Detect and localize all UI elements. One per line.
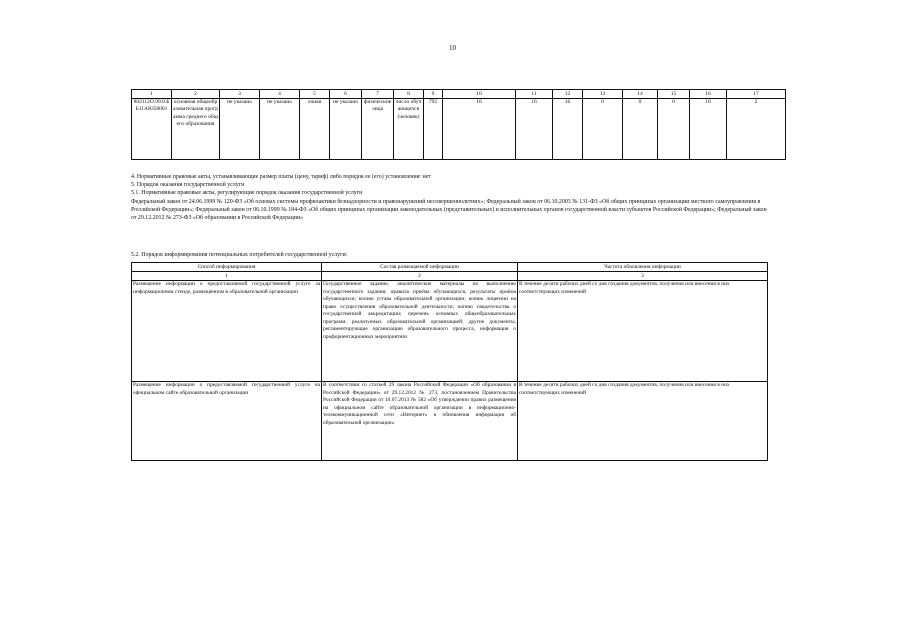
column-number: 2 [172, 90, 220, 99]
column-number: 10 [443, 90, 516, 99]
frequency-cell: В течение десяти рабочих дней со дня создания документов, получения или внесения в них соответствующих изменений [518, 382, 768, 461]
value-cell: 2 [727, 99, 786, 160]
table-row [132, 99, 786, 160]
okei-code-cell: 792 [424, 99, 443, 160]
table-row [132, 281, 768, 382]
column-number: 9 [424, 90, 443, 99]
table-row [132, 382, 768, 461]
column-number: 15 [658, 90, 690, 99]
column-number: 1 [132, 90, 172, 99]
page-number: 10 [449, 44, 456, 52]
column-number: 4 [260, 90, 300, 99]
column-number: 11 [516, 90, 553, 99]
value-cell: 16 [553, 99, 583, 160]
column-number: 6 [330, 90, 362, 99]
content-cell: В соответствии со статьей 29 закона Российской Федерации «Об образовании в Российской Федерации» от 29.12.2012 № 273, постановлением Правительства Российской Федерации от 10.07.2013 № 582 «Об утверждении правил размещения на официальном сайте образовательной организации в информационно-телекоммуникационной сети «Интернет» и обновления информации об образовательной организации» [322, 382, 518, 461]
indicator-name-cell: число обучающихся (человек) [394, 99, 424, 160]
program-cell: основная общеобразовательная программа среднего общего образования [172, 99, 220, 160]
method-cell: Размещение информации о предоставляемой государственной услуге за информационном стенде, размещенном в образовательной организации [132, 281, 322, 382]
column-number: 13 [583, 90, 623, 99]
column-number: 8 [394, 90, 424, 99]
column-number: 12 [553, 90, 583, 99]
table-cell: очная [300, 99, 330, 160]
value-cell: 0 [623, 99, 658, 160]
table-header-row [132, 263, 768, 272]
table-cell: не указано [220, 99, 260, 160]
column-number: 7 [362, 90, 394, 99]
column-number: 17 [727, 90, 786, 99]
column-header: Частота обновления информации [518, 263, 768, 272]
value-cell: 10 [690, 99, 727, 160]
column-header: Состав размещаемой информации [322, 263, 518, 272]
frequency-cell: В течение десяти рабочих дней со дня создания документов, получения или внесения в них соответствующих изменений [518, 281, 768, 382]
column-number: 1 [132, 272, 322, 281]
column-number: 3 [220, 90, 260, 99]
content-cell: Государственное задание, аналитические материалы по выполнению государственного задания; правила приёма обучающихся, результаты приёма обучающихся; копию устава образовательной организации; копию лицензии на право осуществления образовательной деятельности; копию свидетельства о государственной аккредитации; перечень основных общеобразовательных программ, реализуемых образовательной организацией; другие документы, регламентирующие организацию образовательного процесса, информация о профориентационных мероприятиях [322, 281, 518, 382]
note-paragraph: 4. Нормативные правовые акты, устанавливающие размер платы (цену, тариф) либо порядок ее (его) установления: нет [131, 174, 431, 180]
column-number: 3 [518, 272, 768, 281]
note-paragraph: 5. Порядок оказания государственной услуги [131, 182, 245, 189]
column-number: 14 [623, 90, 658, 99]
registry-code-cell: 802112О.99.0.ББ11АЮ58001 [132, 99, 172, 160]
column-number: 16 [690, 90, 727, 99]
table-cell: физические лица [362, 99, 394, 160]
method-cell: Размещение информации о предоставляемой государственной услуге на официальном сайте образовательной организации [132, 382, 322, 461]
table-cell: не указано [260, 99, 300, 160]
column-number: 2 [322, 272, 518, 281]
laws-list-paragraph: Федеральный закон от 24.06.1999 № 120-ФЗ «Об основах системы профилактики безнадзорности и правонарушений несовершеннолетних»; Федеральный закон от 06.10.2003 № 131-ФЗ «Об общих принципах организации местного самоуправления в Российской Федерации»; Федеральный закон от 06.10.1999 № 184-ФЗ «Об общих принципах организации законодательных (представительных) и исполнительных органов государственной власти субъектов Российской Федерации»; Федеральный закон от 29.12.2012 № 273-ФЗ «Об образовании в Российской Федерации» [131, 198, 767, 222]
note-paragraph: 5.1. Нормативные правовые акты, регулирующие порядок оказания государственной услуги [131, 190, 363, 197]
value-cell: 16 [516, 99, 553, 160]
value-cell: 0 [658, 99, 690, 160]
informing-table [131, 262, 768, 461]
column-number: 5 [300, 90, 330, 99]
column-header: Способ информирования [132, 263, 322, 272]
table-header-row [132, 90, 786, 99]
value-cell: 16 [443, 99, 516, 160]
column-number-row [132, 272, 768, 281]
section-5-2-heading: 5.2. Порядок информирования потенциальных потребителей государственной услуги: [131, 252, 348, 258]
table-cell: не указано [330, 99, 362, 160]
value-cell: 0 [583, 99, 623, 160]
indicators-table [131, 89, 786, 160]
legal-notes [131, 173, 767, 222]
